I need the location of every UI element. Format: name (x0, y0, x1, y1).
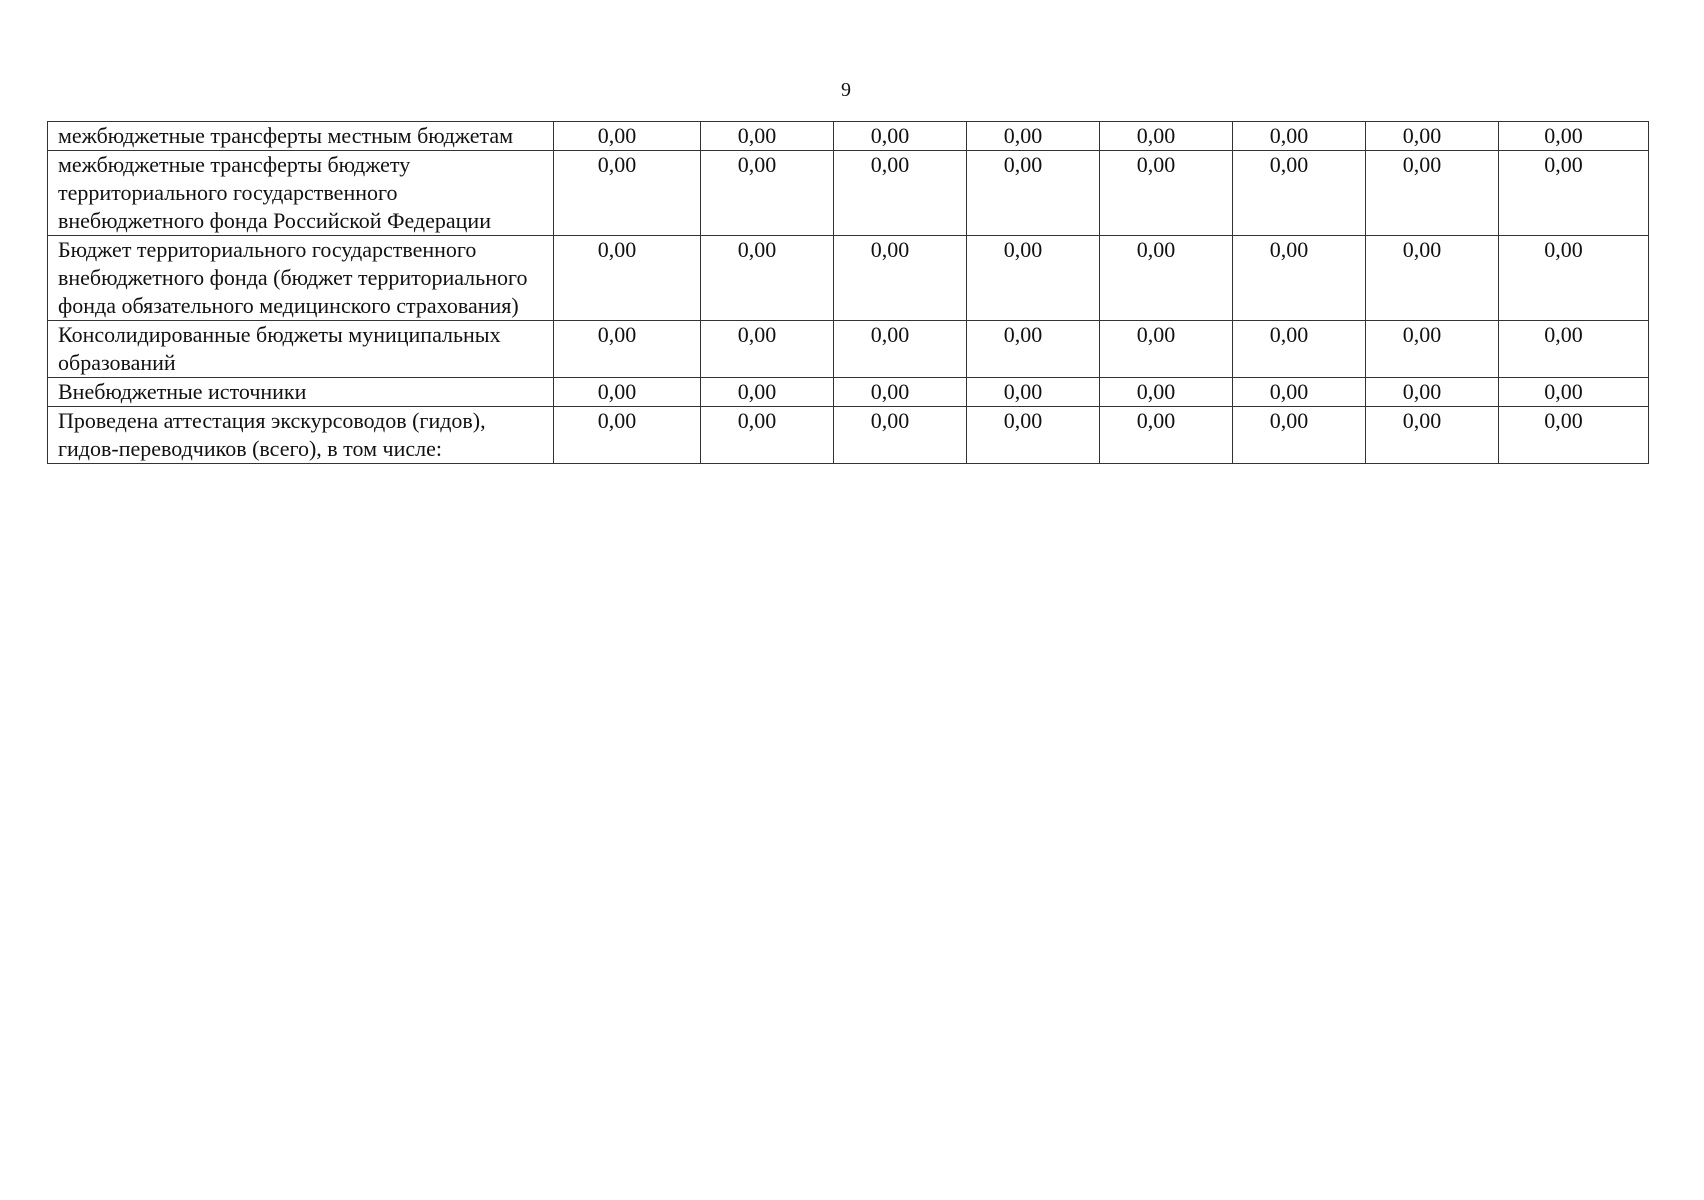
value-cell (834, 407, 967, 464)
cell-value: 0,00 (737, 379, 777, 404)
cell-value: 0,00 (1136, 237, 1176, 262)
value-cell (1366, 407, 1499, 464)
cell-value: 0,00 (1003, 322, 1043, 347)
table-row (48, 151, 1649, 236)
value-cell (1366, 151, 1499, 236)
value-cell (554, 378, 701, 407)
cell-value: 0,00 (1269, 379, 1309, 404)
value-cell (1366, 378, 1499, 407)
table-row (48, 236, 1649, 321)
value-cell (1499, 236, 1649, 321)
value-cell (834, 236, 967, 321)
page-number: 9 (841, 79, 851, 101)
cell-value: 0,00 (737, 408, 777, 433)
value-cell (554, 151, 701, 236)
value-cell (554, 122, 701, 151)
value-cell (1100, 378, 1233, 407)
value-cell (834, 378, 967, 407)
value-cell (1100, 321, 1233, 378)
cell-value: 0,00 (1402, 322, 1442, 347)
value-cell (834, 321, 967, 378)
value-cell (1233, 407, 1366, 464)
cell-value: 0,00 (1003, 237, 1043, 262)
value-cell (1499, 321, 1649, 378)
value-cell (1233, 236, 1366, 321)
value-cell (701, 321, 834, 378)
cell-value: 0,00 (1136, 379, 1176, 404)
table-row (48, 321, 1649, 378)
cell-value: 0,00 (1136, 123, 1176, 148)
table-row (48, 378, 1649, 407)
row-label: Проведена аттестация экскурсоводов (гидов), гидов-переводчиков (всего), в том числе: (48, 407, 554, 464)
value-cell (1100, 236, 1233, 321)
cell-value: 0,00 (1544, 408, 1583, 433)
table-row (48, 407, 1649, 464)
value-cell (1233, 321, 1366, 378)
value-cell (701, 236, 834, 321)
value-cell (834, 151, 967, 236)
cell-value: 0,00 (597, 152, 637, 177)
cell-value: 0,00 (1136, 408, 1176, 433)
cell-value: 0,00 (1003, 408, 1043, 433)
row-label: Консолидированные бюджеты муниципальных образований (48, 321, 554, 378)
cell-value: 0,00 (1544, 123, 1583, 148)
cell-value: 0,00 (1136, 322, 1176, 347)
cell-value: 0,00 (870, 379, 910, 404)
value-cell (1233, 378, 1366, 407)
row-label: межбюджетные трансферты местным бюджетам (48, 122, 554, 151)
value-cell (967, 122, 1100, 151)
value-cell (1366, 321, 1499, 378)
value-cell (554, 407, 701, 464)
row-label: межбюджетные трансферты бюджету территориального государственного внебюджетного фонда Российской Федерации (48, 151, 554, 236)
cell-value: 0,00 (870, 408, 910, 433)
value-cell (1100, 407, 1233, 464)
cell-value: 0,00 (737, 237, 777, 262)
value-cell (967, 236, 1100, 321)
value-cell (834, 122, 967, 151)
cell-value: 0,00 (1269, 123, 1309, 148)
cell-value: 0,00 (1269, 322, 1309, 347)
cell-value: 0,00 (1402, 152, 1442, 177)
cell-value: 0,00 (1003, 152, 1043, 177)
cell-value: 0,00 (1136, 152, 1176, 177)
cell-value: 0,00 (597, 379, 637, 404)
cell-value: 0,00 (870, 237, 910, 262)
row-label: Внебюджетные источники (48, 378, 554, 407)
value-cell (701, 122, 834, 151)
value-cell (967, 378, 1100, 407)
cell-value: 0,00 (1269, 152, 1309, 177)
cell-value: 0,00 (870, 322, 910, 347)
value-cell (701, 407, 834, 464)
value-cell (554, 236, 701, 321)
cell-value: 0,00 (1402, 408, 1442, 433)
cell-value: 0,00 (1544, 379, 1583, 404)
value-cell (1366, 236, 1499, 321)
value-cell (1100, 151, 1233, 236)
value-cell (1499, 122, 1649, 151)
cell-value: 0,00 (870, 152, 910, 177)
value-cell (701, 378, 834, 407)
cell-value: 0,00 (1402, 123, 1442, 148)
value-cell (1233, 151, 1366, 236)
cell-value: 0,00 (1544, 322, 1583, 347)
table-row (48, 122, 1649, 151)
cell-value: 0,00 (1544, 152, 1583, 177)
cell-value: 0,00 (1003, 123, 1043, 148)
value-cell (1499, 407, 1649, 464)
cell-value: 0,00 (737, 152, 777, 177)
cell-value: 0,00 (1402, 237, 1442, 262)
cell-value: 0,00 (870, 123, 910, 148)
cell-value: 0,00 (597, 123, 637, 148)
value-cell (1499, 378, 1649, 407)
value-cell (554, 321, 701, 378)
value-cell (967, 321, 1100, 378)
budget-table (47, 121, 1649, 464)
value-cell (1366, 122, 1499, 151)
value-cell (1233, 122, 1366, 151)
value-cell (967, 151, 1100, 236)
cell-value: 0,00 (1544, 237, 1583, 262)
cell-value: 0,00 (597, 237, 637, 262)
cell-value: 0,00 (597, 408, 637, 433)
cell-value: 0,00 (1402, 379, 1442, 404)
cell-value: 0,00 (737, 123, 777, 148)
value-cell (967, 407, 1100, 464)
cell-value: 0,00 (1269, 237, 1309, 262)
value-cell (701, 151, 834, 236)
cell-value: 0,00 (737, 322, 777, 347)
cell-value: 0,00 (597, 322, 637, 347)
value-cell (1499, 151, 1649, 236)
cell-value: 0,00 (1003, 379, 1043, 404)
row-label: Бюджет территориального государственного внебюджетного фонда (бюджет территориального фонда обязательного медицинского страхования) (48, 236, 554, 321)
table-body (48, 122, 1649, 464)
cell-value: 0,00 (1269, 408, 1309, 433)
value-cell (1100, 122, 1233, 151)
